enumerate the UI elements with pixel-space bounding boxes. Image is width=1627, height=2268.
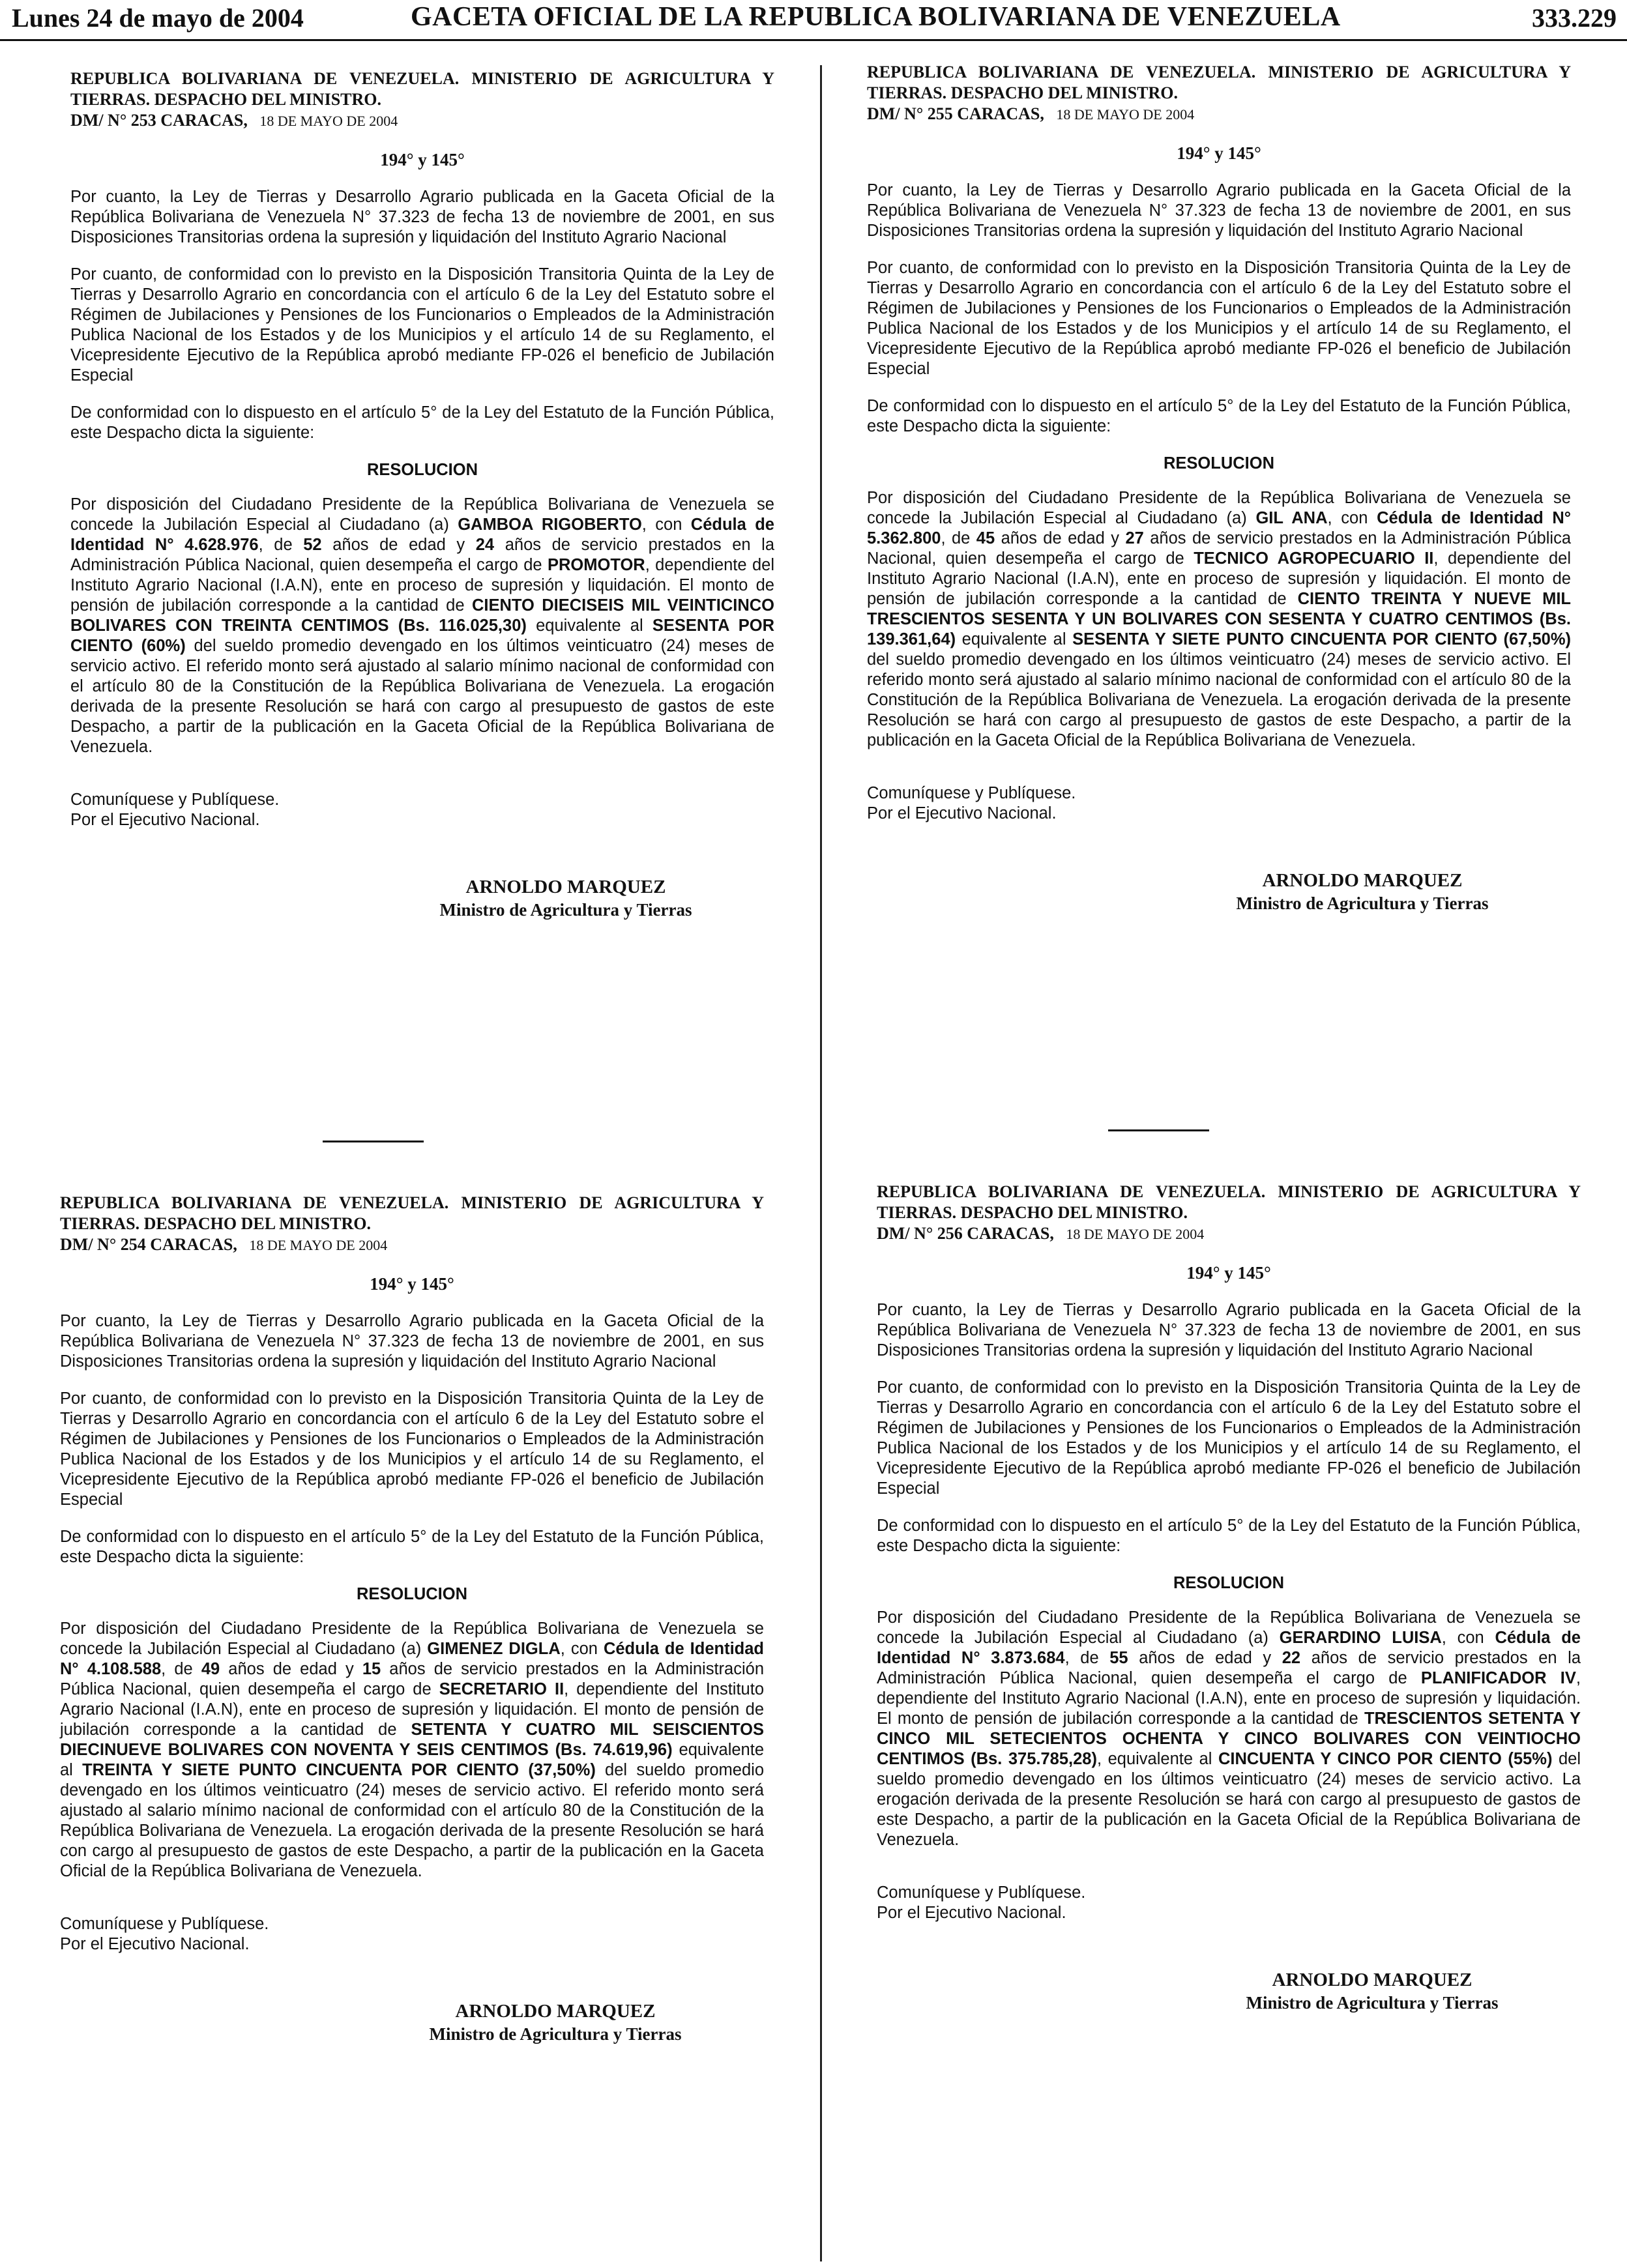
cedula-label: Cédula de Identidad N° xyxy=(1377,509,1572,527)
body-text: , de xyxy=(258,536,304,554)
paragraph-disposicion: Por cuanto, de conformidad con lo previsto en la Disposición Transitoria Quinta de la Ley de Tierras y Desarrollo Agrario en concordancia con el artículo 6 de la Ley del Estatuto sobre el Régimen de Jubilaciones y Pensiones de los Funcionarios o Empleados de la Administración Publica Nacional de los Estados y de los Municipios y el artículo 14 de su Reglamento, el Vicepresidente Ejecutivo de la República aprobó mediante FP-026 el beneficio de Jubilación Especial xyxy=(867,259,1571,378)
pension-percent: CINCUENTA Y CINCO POR CIENTO (55%) xyxy=(1218,1750,1553,1768)
years-line: 194° y 145° xyxy=(370,1274,454,1294)
body-text: años de edad y xyxy=(220,1660,362,1678)
signer-name: ARNOLDO MARQUEZ xyxy=(1272,1970,1473,1990)
resolution-title: RESOLUCION xyxy=(1163,454,1274,472)
resolution-block xyxy=(867,62,1571,914)
beneficiary-name: GIL ANA xyxy=(1255,509,1328,527)
job-title: PLANIFICADOR IV xyxy=(1420,1669,1576,1687)
heading-text: REPUBLICA BOLIVARIANA DE VENEZUELA. MINISTERIO DE AGRICULTURA Y TIERRAS. DESPACHO DEL MINISTRO. xyxy=(877,1182,1581,1222)
signer-role: Ministro de Agricultura y Tierras xyxy=(1236,894,1489,913)
body-text: del sueldo promedio devengado en los últimos veinticuatro (24) meses de servicio activo. El referido monto será ajustado al salario mínimo nacional de conformidad con el artículo 80 de la Constitución de la República Bolivariana de Venezuela. La erogación derivada de la presente Resolución se hará con cargo al presupuesto de gastos de este Despacho, a partir de la publicación en la Gaceta Oficial de la República Bolivariana de Venezuela. xyxy=(60,1761,764,1880)
resolution-date: 18 DE MAYO DE 2004 xyxy=(1066,1226,1205,1242)
body-text: equivalente al xyxy=(60,1741,764,1779)
signer-role: Ministro de Agricultura y Tierras xyxy=(1246,1993,1499,2013)
body-text: , de xyxy=(161,1660,201,1678)
body-text: , con xyxy=(1327,509,1377,527)
body-text: , dependiente del Instituto Agrario Nacional (I.A.N), ente en proceso de supresión y liquidación. El monto de pensión de jubilación corresponde a la cantidad de xyxy=(60,1680,765,1739)
body-text: Por disposición del Ciudadano Presidente de la República Bolivariana de Venezuela se concede la Jubilación Especial al Ciudadano (a) xyxy=(70,495,774,534)
heading-text: REPUBLICA BOLIVARIANA DE VENEZUELA. MINISTERIO DE AGRICULTURA Y TIERRAS. DESPACHO DEL MINISTRO. xyxy=(70,69,774,109)
signature-block xyxy=(70,877,774,920)
body-text: años de edad y xyxy=(321,536,476,554)
paragraph-ley-tierras: Por cuanto, la Ley de Tierras y Desarrollo Agrario publicada en la Gaceta Oficial de la República Bolivariana de Venezuela N° 37.323 de fecha 13 de noviembre de 2001, en sus Disposiciones Transitorias ordena la supresión y liquidación del Instituto Agrario Nacional xyxy=(60,1312,764,1371)
body-text: del sueldo promedio devengado en los últimos veinticuatro (24) meses de servicio activo. El referido monto será ajustado al salario mínimo nacional de conformidad con el artículo 80 de la Constitución de la República Bolivariana de Venezuela. La erogación derivada de la presente Resolución se hará con cargo al presupuesto de gastos de este Despacho, a partir de la publicación en la Gaceta Oficial de la República Bolivariana de Venezuela. xyxy=(70,637,774,756)
signature-block xyxy=(867,871,1571,914)
resolution-body xyxy=(60,1619,764,1882)
body-text: Por disposición del Ciudadano Presidente de la República Bolivariana de Venezuela se concede la Jubilación Especial al Ciudadano (a) xyxy=(867,489,1571,527)
pension-amount: SETENTA Y CUATRO MIL SEISCIENTOS DIECINUEVE BOLIVARES CON NOVENTA Y SEIS CENTIMOS (Bs. 74.619,96) xyxy=(60,1721,765,1759)
years-line: 194° y 145° xyxy=(1186,1263,1271,1283)
signature-block xyxy=(60,2001,764,2044)
body-text: , con xyxy=(1441,1629,1495,1647)
pension-amount: CIENTO TREINTA Y NUEVE MIL TRESCIENTOS SESENTA Y UN BOLIVARES CON SESENTA Y CUATRO CENTIMOS (Bs. 139.361,64) xyxy=(867,590,1571,648)
closing-line-1: Comuníquese y Publíquese. xyxy=(877,1883,1086,1902)
paragraph-conformidad: De conformidad con lo dispuesto en el artículo 5° de la Ley del Estatuto de la Función Pública, este Despacho dicta la siguiente: xyxy=(877,1517,1581,1555)
heading-text: REPUBLICA BOLIVARIANA DE VENEZUELA. MINISTERIO DE AGRICULTURA Y TIERRAS. DESPACHO DEL MINISTRO. xyxy=(867,63,1571,102)
heading-text: REPUBLICA BOLIVARIANA DE VENEZUELA. MINISTERIO DE AGRICULTURA Y TIERRAS. DESPACHO DEL MINISTRO. xyxy=(60,1193,764,1233)
closing xyxy=(877,1883,1581,1923)
resolution-block xyxy=(60,1193,764,2044)
column-divider xyxy=(820,65,822,2261)
closing-line-1: Comuníquese y Publíquese. xyxy=(60,1915,269,1933)
closing xyxy=(70,790,774,830)
body-text: , de xyxy=(1064,1649,1110,1667)
pension-amount: CIENTO DIECISEIS MIL VEINTICINCO BOLIVARES CON TREINTA CENTIMOS (Bs. 116.025,30) xyxy=(70,596,774,635)
resolution-date: 18 DE MAYO DE 2004 xyxy=(259,113,398,129)
separator-rule xyxy=(1108,1129,1209,1131)
paragraph-ley-tierras: Por cuanto, la Ley de Tierras y Desarrollo Agrario publicada en la Gaceta Oficial de la República Bolivariana de Venezuela N° 37.323 de fecha 13 de noviembre de 2001, en sus Disposiciones Transitorias ordena la supresión y liquidación del Instituto Agrario Nacional xyxy=(70,188,774,246)
age: 52 xyxy=(303,536,322,554)
body-text: años de servicio prestados en la Administración Pública Nacional, quien desempeña el cargo de xyxy=(70,536,775,574)
dm-number: DM/ N° 255 CARACAS, xyxy=(867,104,1044,123)
paragraph-ley-tierras: Por cuanto, la Ley de Tierras y Desarrollo Agrario publicada en la Gaceta Oficial de la República Bolivariana de Venezuela N° 37.323 de fecha 13 de noviembre de 2001, en sus Disposiciones Transitorias ordena la supresión y liquidación del Instituto Agrario Nacional xyxy=(867,181,1571,240)
closing-line-2: Por el Ejecutivo Nacional. xyxy=(70,811,260,829)
body-text: , de xyxy=(941,529,976,547)
body-text: Por disposición del Ciudadano Presidente de la República Bolivariana de Venezuela se concede la Jubilación Especial al Ciudadano (a) xyxy=(60,1620,764,1658)
body-text: , con xyxy=(560,1640,604,1658)
paragraph-disposicion: Por cuanto, de conformidad con lo previsto en la Disposición Transitoria Quinta de la Ley de Tierras y Desarrollo Agrario en concordancia con el artículo 6 de la Ley del Estatuto sobre el Régimen de Jubilaciones y Pensiones de los Funcionarios o Empleados de la Administración Publica Nacional de los Estados y de los Municipios y el artículo 14 de su Reglamento, el Vicepresidente Ejecutivo de la República aprobó mediante FP-026 el beneficio de Jubilación Especial xyxy=(60,1389,764,1509)
cedula-label: Cédula de Identidad N° xyxy=(70,516,774,554)
beneficiary-name: GERARDINO LUISA xyxy=(1279,1629,1442,1647)
pension-percent: SESENTA Y SIETE PUNTO CINCUENTA POR CIENTO (67,50%) xyxy=(1072,630,1571,648)
cedula-label: Cédula de Identidad N° xyxy=(877,1629,1581,1667)
years-line: 194° y 145° xyxy=(1177,143,1261,163)
years-line: 194° y 145° xyxy=(380,150,465,169)
closing xyxy=(60,1914,764,1955)
paragraph-disposicion: Por cuanto, de conformidad con lo previsto en la Disposición Transitoria Quinta de la Ley de Tierras y Desarrollo Agrario en concordancia con el artículo 6 de la Ley del Estatuto sobre el Régimen de Jubilaciones y Pensiones de los Funcionarios o Empleados de la Administración Publica Nacional de los Estados y de los Municipios y el artículo 14 de su Reglamento, el Vicepresidente Ejecutivo de la República aprobó mediante FP-026 el beneficio de Jubilación Especial xyxy=(877,1378,1581,1498)
body-text: , equivalente al xyxy=(1096,1750,1218,1768)
years-of-service: 24 xyxy=(475,536,495,554)
resolution-heading xyxy=(867,62,1571,125)
job-title: TECNICO AGROPECUARIO II xyxy=(1194,549,1434,568)
body-text: del sueldo promedio devengado en los últimos veinticuatro (24) meses de servicio activo. La erogación derivada de la presente Resolución se hará con cargo al presupuesto de gastos de este Despacho, a partir de la publicación en la Gaceta Oficial de la República Bolivariana de Venezuela. xyxy=(877,1750,1581,1849)
signer-role: Ministro de Agricultura y Tierras xyxy=(439,900,692,920)
dm-number: DM/ N° 256 CARACAS, xyxy=(877,1224,1054,1243)
resolution-title: RESOLUCION xyxy=(366,461,478,479)
resolution-block xyxy=(70,68,774,920)
body-text: equivalente al xyxy=(956,630,1073,648)
resolution-heading xyxy=(877,1182,1581,1245)
age: 55 xyxy=(1109,1649,1128,1667)
dm-number: DM/ N° 254 CARACAS, xyxy=(60,1235,237,1254)
age: 45 xyxy=(976,529,995,547)
closing-line-1: Comuníquese y Publíquese. xyxy=(867,784,1076,802)
body-text: años de servicio prestados en la Administración Pública Nacional, quien desempeña el cargo de xyxy=(60,1660,765,1698)
resolution-heading xyxy=(70,68,774,132)
dm-number: DM/ N° 253 CARACAS, xyxy=(70,111,248,130)
closing-line-2: Por el Ejecutivo Nacional. xyxy=(877,1904,1066,1922)
cedula-number: 4.628.976 xyxy=(173,536,259,554)
body-text: Por disposición del Ciudadano Presidente de la República Bolivariana de Venezuela se concede la Jubilación Especial al Ciudadano (a) xyxy=(877,1608,1581,1647)
signer-role: Ministro de Agricultura y Tierras xyxy=(429,2024,682,2044)
years-of-service: 22 xyxy=(1282,1649,1301,1667)
closing-line-1: Comuníquese y Publíquese. xyxy=(70,791,280,809)
resolution-body xyxy=(867,488,1571,751)
body-text: , dependiente del Instituto Agrario Nacional (I.A.N), ente en proceso de supresión y liquidación. El monto de pensión de jubilación corresponde a la cantidad de xyxy=(877,1669,1581,1728)
header-title: GACETA OFICIAL DE LA REPUBLICA BOLIVARIANA DE VENEZUELA xyxy=(411,2,1341,32)
body-text: equivalente al xyxy=(526,617,652,635)
body-text: , dependiente del Instituto Agrario Nacional (I.A.N), ente en proceso de supresión y liquidación. El monto de pensión de jubilación corresponde a la cantidad de xyxy=(70,556,774,615)
page-number: 333.229 xyxy=(1532,3,1617,33)
cedula-number: 4.108.588 xyxy=(78,1660,162,1678)
beneficiary-name: GAMBOA RIGOBERTO xyxy=(458,516,642,534)
signer-name: ARNOLDO MARQUEZ xyxy=(1262,870,1463,891)
beneficiary-name: GIMENEZ DIGLA xyxy=(427,1640,561,1658)
paragraph-disposicion: Por cuanto, de conformidad con lo previsto en la Disposición Transitoria Quinta de la Ley de Tierras y Desarrollo Agrario en concordancia con el artículo 6 de la Ley del Estatuto sobre el Régimen de Jubilaciones y Pensiones de los Funcionarios o Empleados de la Administración Publica Nacional de los Estados y de los Municipios y el artículo 14 de su Reglamento, el Vicepresidente Ejecutivo de la República aprobó mediante FP-026 el beneficio de Jubilación Especial xyxy=(70,265,774,385)
signature-block xyxy=(877,1970,1581,2013)
header-date: Lunes 24 de mayo de 2004 xyxy=(12,3,304,33)
body-text: años de servicio prestados en la Administración Pública Nacional, quien desempeña el cargo de xyxy=(877,1649,1581,1687)
resolution-title: RESOLUCION xyxy=(356,1585,467,1603)
paragraph-conformidad: De conformidad con lo dispuesto en el artículo 5° de la Ley del Estatuto de la Función Pública, este Despacho dicta la siguiente: xyxy=(60,1528,764,1566)
pension-percent: TREINTA Y SIETE PUNTO CINCUENTA POR CIENTO (37,50%) xyxy=(82,1761,596,1779)
signer-name: ARNOLDO MARQUEZ xyxy=(455,2001,656,2022)
job-title: PROMOTOR xyxy=(548,556,645,574)
body-text: del sueldo promedio devengado en los últimos veinticuatro (24) meses de servicio activo. El referido monto será ajustado al salario mínimo nacional de conformidad con el artículo 80 de la Constitución de la República Bolivariana de Venezuela. La erogación derivada de la presente Resolución se hará con cargo al presupuesto de gastos de este Despacho, a partir de la publicación en la Gaceta Oficial de la República Bolivariana de Venezuela. xyxy=(867,650,1571,749)
years-of-service: 15 xyxy=(362,1660,381,1678)
resolution-body xyxy=(877,1608,1581,1850)
job-title: SECRETARIO II xyxy=(439,1680,564,1698)
body-text: años de edad y xyxy=(1128,1649,1282,1667)
signer-name: ARNOLDO MARQUEZ xyxy=(465,877,666,897)
resolution-title: RESOLUCION xyxy=(1173,1574,1284,1592)
paragraph-conformidad: De conformidad con lo dispuesto en el artículo 5° de la Ley del Estatuto de la Función Pública, este Despacho dicta la siguiente: xyxy=(70,403,774,442)
closing xyxy=(867,783,1571,824)
resolution-date: 18 DE MAYO DE 2004 xyxy=(1056,106,1195,123)
cedula-number: 3.873.684 xyxy=(980,1649,1065,1667)
closing-line-2: Por el Ejecutivo Nacional. xyxy=(60,1935,250,1953)
body-text: años de edad y xyxy=(995,529,1126,547)
age: 49 xyxy=(201,1660,220,1678)
paragraph-conformidad: De conformidad con lo dispuesto en el artículo 5° de la Ley del Estatuto de la Función Pública, este Despacho dicta la siguiente: xyxy=(867,397,1571,435)
cedula-number: 5.362.800 xyxy=(867,529,941,547)
resolution-date: 18 DE MAYO DE 2004 xyxy=(249,1237,388,1253)
pension-amount: TRESCIENTOS SETENTA Y CINCO MIL SETECIENTOS OCHENTA Y CINCO BOLIVARES CON VEINTIOCHO CENTIMOS (Bs. 375.785,28) xyxy=(877,1709,1581,1768)
cedula-label: Cédula de Identidad N° xyxy=(60,1640,765,1678)
resolution-heading xyxy=(60,1193,764,1256)
paragraph-ley-tierras: Por cuanto, la Ley de Tierras y Desarrollo Agrario publicada en la Gaceta Oficial de la República Bolivariana de Venezuela N° 37.323 de fecha 13 de noviembre de 2001, en sus Disposiciones Transitorias ordena la supresión y liquidación del Instituto Agrario Nacional xyxy=(877,1301,1581,1359)
body-text: años de servicio prestados en la Administración Pública Nacional, quien desempeña el cargo de xyxy=(867,529,1572,568)
closing-line-2: Por el Ejecutivo Nacional. xyxy=(867,804,1057,822)
body-text: , dependiente del Instituto Agrario Nacional (I.A.N), ente en proceso de supresión y liquidación. El monto de pensión de jubilación corresponde a la cantidad de xyxy=(867,549,1571,608)
separator-rule xyxy=(323,1141,424,1142)
body-text: , con xyxy=(641,516,691,534)
resolution-block xyxy=(877,1182,1581,2013)
page-header xyxy=(0,0,1627,41)
pension-percent: SESENTA POR CIENTO (60%) xyxy=(70,617,774,655)
years-of-service: 27 xyxy=(1125,529,1144,547)
resolution-body xyxy=(70,495,774,757)
